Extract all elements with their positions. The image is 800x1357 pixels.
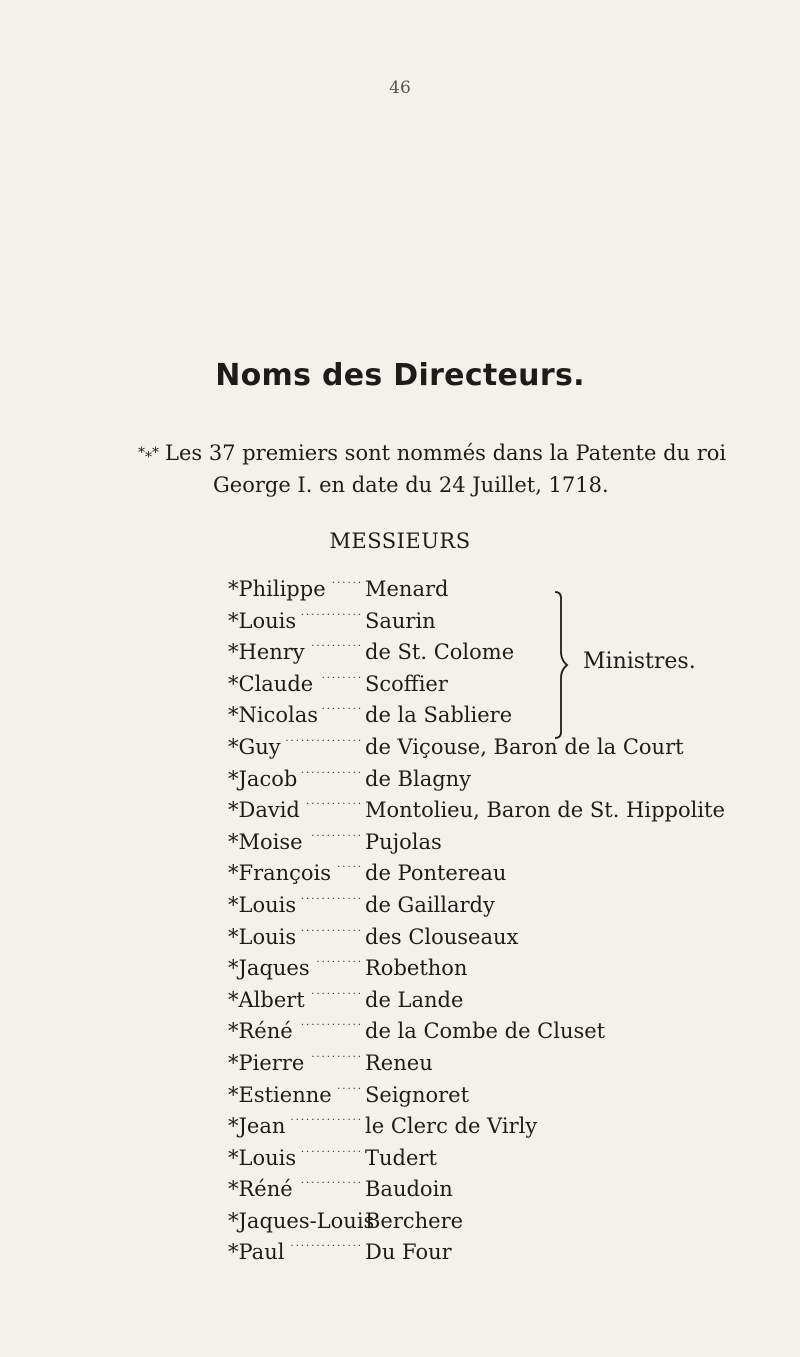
director-given-name-text: *Moise	[228, 829, 303, 854]
leader-dots: .........	[316, 954, 363, 966]
asterism-mark: *⁎*	[138, 445, 159, 461]
director-family-name: de Gaillardy	[365, 892, 495, 917]
director-family-name: des Clouseaux	[365, 924, 519, 949]
director-family-name: Reneu	[365, 1050, 433, 1075]
director-given-name-text: *Louis	[228, 924, 297, 949]
director-row	[228, 606, 725, 638]
leader-dots: ......	[331, 575, 363, 586]
leader-dots: ..............	[290, 1238, 363, 1250]
intro-note-line-2: George I. en date du 24 Juillet, 1718.	[213, 473, 609, 497]
director-family-name: Du Four	[365, 1240, 452, 1265]
director-given-name-text: *Philippe	[228, 577, 326, 601]
director-given-name	[228, 1237, 365, 1269]
leader-dots: ...........	[306, 796, 363, 808]
page-title: Noms des Directeurs.	[215, 358, 585, 393]
director-given-name-text: *David	[228, 798, 300, 823]
page-number: 46	[389, 78, 411, 98]
ministres-label: Ministres.	[583, 649, 696, 674]
director-given-name-text: *Henry	[228, 640, 305, 665]
director-given-name-text: *François	[228, 861, 332, 886]
director-row	[228, 922, 725, 954]
leader-dots: ............	[300, 922, 363, 934]
director-row	[228, 795, 725, 827]
section-heading-messieurs: MESSIEURS	[329, 529, 471, 553]
leader-dots: ............	[300, 890, 363, 902]
director-given-name-text: *Réné	[228, 1177, 293, 1202]
intro-note-text-1: Les 37 premiers sont nommés dans la Patente du roi	[165, 441, 727, 465]
ministres-bracket	[553, 590, 571, 740]
director-family-name: Berchere	[365, 1208, 464, 1233]
director-family-name: Seignoret	[365, 1082, 470, 1107]
leader-dots: ..............	[290, 1112, 363, 1124]
director-row	[228, 764, 725, 796]
director-family-name: de la Sabliere	[365, 703, 513, 728]
leader-dots: ............	[300, 606, 363, 618]
director-given-name-text: *Paul	[228, 1240, 285, 1265]
leader-dots: ............	[300, 1017, 363, 1029]
director-given-name-text: *Estienne	[228, 1082, 332, 1107]
director-family-name: Baudoin	[365, 1177, 453, 1202]
director-row	[228, 1174, 725, 1206]
director-given-name-text: *Jean	[228, 1114, 286, 1139]
director-family-name: le Clerc de Virly	[365, 1114, 538, 1139]
director-given-name-text: *Louis	[228, 892, 297, 917]
director-family-name: de Lande	[365, 987, 464, 1012]
director-list	[228, 574, 725, 1269]
intro-note-line-1	[138, 437, 778, 469]
director-family-name: de St. Colome	[365, 640, 515, 665]
director-row	[228, 1048, 725, 1080]
director-given-name-text: *Jaques-Louis	[228, 1208, 375, 1233]
director-given-name-text: *Réné	[228, 1019, 293, 1044]
leader-dots: ............	[300, 1175, 363, 1187]
leader-dots: .....	[337, 859, 363, 871]
leader-dots: ............	[300, 1143, 363, 1155]
director-given-name-text: *Louis	[228, 608, 297, 633]
director-family-name: Scoffier	[365, 671, 448, 696]
director-family-name: de la Combe de Cluset	[365, 1019, 606, 1044]
director-given-name-text: *Jacob	[228, 766, 298, 791]
director-given-name-text: *Pierre	[228, 1050, 305, 1075]
leader-dots: ........	[321, 701, 363, 713]
leader-dots: ............	[300, 764, 363, 776]
intro-note	[138, 437, 778, 501]
director-given-name-text: *Guy	[228, 734, 281, 759]
director-family-name: Saurin	[365, 608, 436, 633]
director-row	[228, 1016, 725, 1048]
director-row	[228, 1237, 725, 1269]
leader-dots: ..........	[311, 827, 363, 839]
director-family-name: Montolieu, Baron de St. Hippolite	[365, 798, 725, 823]
leader-dots: ..........	[311, 985, 363, 997]
leader-dots: ..........	[311, 638, 363, 650]
leader-dots: .....	[337, 1080, 363, 1092]
director-given-name-text: *Albert	[228, 987, 305, 1012]
director-given-name-text: *Nicolas	[228, 703, 319, 728]
director-family-name: Tudert	[365, 1145, 437, 1170]
director-family-name: Pujolas	[365, 829, 442, 854]
leader-dots: ..........	[311, 1048, 363, 1060]
director-given-name	[228, 1174, 365, 1206]
director-family-name: de Viçouse, Baron de la Court	[365, 734, 684, 759]
director-given-name-text: *Claude	[228, 671, 314, 696]
director-family-name: Menard	[365, 577, 449, 601]
director-row	[228, 953, 725, 985]
director-family-name: Robethon	[365, 956, 468, 981]
leader-dots: ...............	[285, 732, 363, 744]
director-given-name-text: *Jaques	[228, 956, 310, 981]
director-row	[228, 827, 725, 859]
director-family-name: de Pontereau	[365, 861, 507, 886]
director-given-name-text: *Louis	[228, 1145, 297, 1170]
director-family-name: de Blagny	[365, 766, 472, 791]
leader-dots: ........	[321, 669, 363, 681]
